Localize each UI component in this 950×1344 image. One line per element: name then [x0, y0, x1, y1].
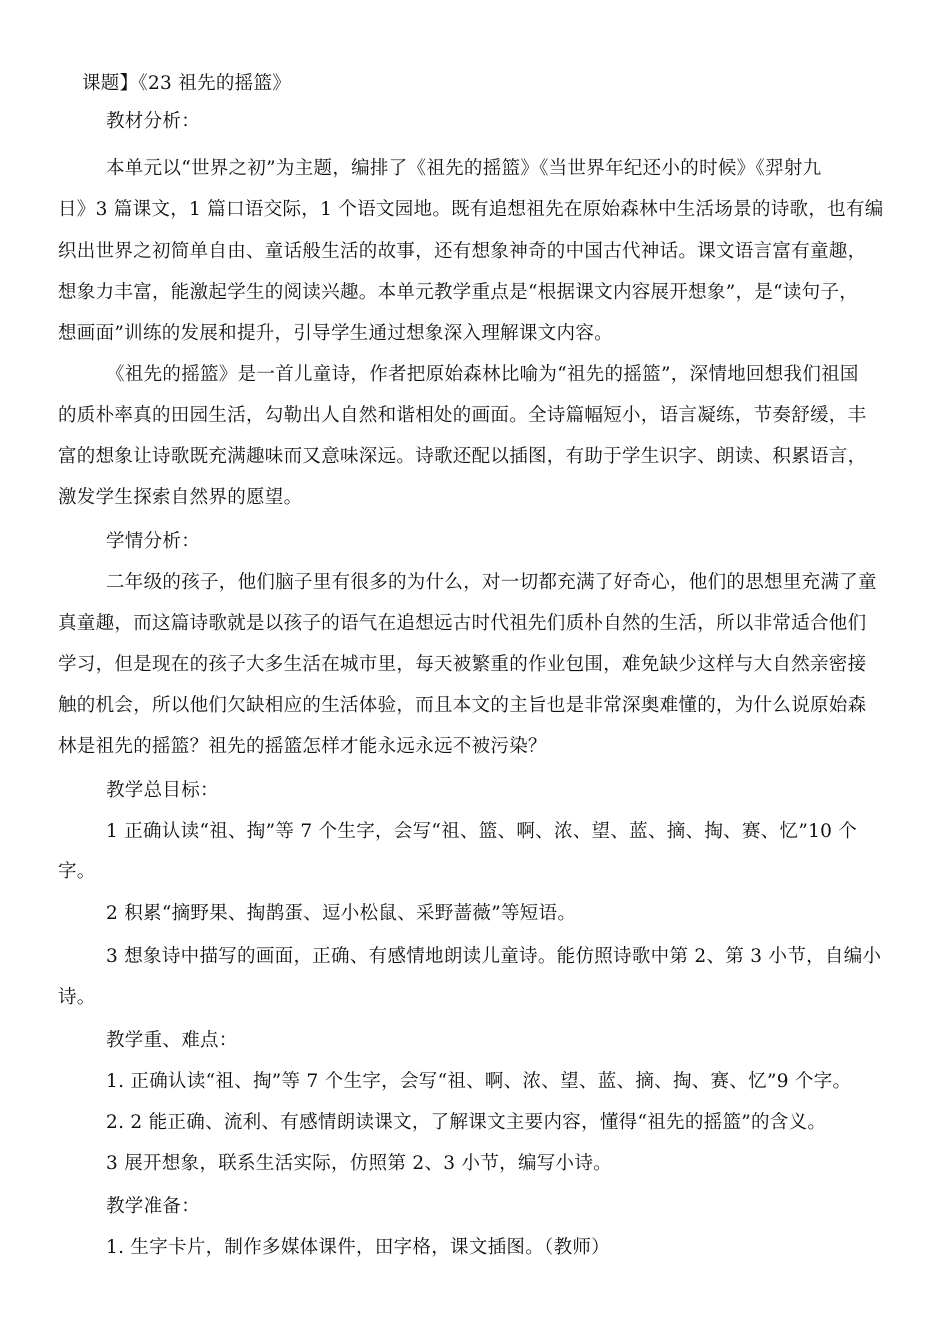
paragraph-line: 本单元以“世界之初”为主题，编排了《祖先的摇篮》《当世界年纪还小的时候》《羿射九: [106, 158, 822, 179]
list-item-line: 2. 2 能正确、流利、有感情朗读课文，了解课文主要内容，懂得“祖先的摇篮”的含义。: [106, 1112, 827, 1133]
list-item-line: 1 正确认读“祖、掏”等 7 个生字，会写“祖、篮、啊、浓、望、蓝、摘、掏、赛、忆”10 个: [106, 821, 858, 842]
list-item-line: 1. 正确认读“祖、掏”等 7 个生字，会写“祖、啊、浓、望、蓝、摘、掏、赛、忆”9 个字。: [106, 1071, 852, 1092]
paragraph-line: 富的想象让诗歌既充满趣味而又意味深远。诗歌还配以插图，有助于学生识字、朗读、积累语言，: [58, 446, 867, 467]
section-heading-preparation: 教学准备：: [106, 1196, 201, 1217]
paragraph-line: 想象力丰富，能激起学生的阅读兴趣。本单元教学重点是“根据课文内容展开想象”，是“读句子，: [58, 282, 859, 303]
paragraph-line: 学习，但是现在的孩子大多生活在城市里，每天被繁重的作业包围，难免缺少这样与大自然亲密接: [58, 654, 867, 675]
list-item-line: 3 想象诗中描写的画面，正确、有感情地朗读儿童诗。能仿照诗歌中第 2、第 3 小节，自编小: [106, 946, 882, 967]
paragraph-line: 真童趣，而这篇诗歌就是以孩子的语气在追想远古时代祖先们质朴自然的生活，所以非常适合他们: [58, 613, 867, 634]
section-heading-key-points: 教学重、难点：: [106, 1030, 238, 1051]
document-title: 课题】《23 祖先的摇篮》: [82, 73, 292, 94]
list-item-line: 1. 生字卡片，制作多媒体课件，田字格，课文插图。（教师）: [106, 1237, 610, 1258]
paragraph-line: 林是祖先的摇篮？祖先的摇篮怎样才能永远永远不被污染？: [58, 736, 547, 757]
list-item-line: 2 积累“摘野果、掏鹊蛋、逗小松鼠、采野蔷薇”等短语。: [106, 903, 577, 924]
paragraph-line: 日》3 篇课文，1 篇口语交际，1 个语文园地。既有追想祖先在原始森林中生活场景的诗歌，也有编: [58, 199, 884, 220]
paragraph-line: 想画面”训练的发展和提升，引导学生通过想象深入理解课文内容。: [58, 323, 613, 344]
paragraph-line: 二年级的孩子，他们脑子里有很多的为什么，对一切都充满了好奇心，他们的思想里充满了童: [106, 572, 877, 593]
section-heading-textbook-analysis: 教材分析：: [106, 111, 201, 132]
paragraph-line: 《祖先的摇篮》是一首儿童诗，作者把原始森林比喻为“祖先的摇篮”，深情地回想我们祖国: [106, 364, 859, 385]
list-item-line: 字。: [58, 861, 96, 882]
section-heading-teaching-goals: 教学总目标：: [106, 780, 219, 801]
paragraph-line: 激发学生探索自然界的愿望。: [58, 487, 303, 508]
list-item-line: 3 展开想象，联系生活实际，仿照第 2、3 小节，编写小诗。: [106, 1153, 612, 1174]
list-item-line: 诗。: [58, 987, 96, 1008]
paragraph-line: 的质朴率真的田园生活，勾勒出人自然和谐相处的画面。全诗篇幅短小，语言凝练，节奏舒缓，丰: [58, 405, 867, 426]
paragraph-line: 触的机会，所以他们欠缺相应的生活体验，而且本文的主旨也是非常深奥难懂的，为什么说原始森: [58, 695, 867, 716]
section-heading-student-analysis: 学情分析：: [106, 531, 201, 552]
paragraph-line: 织出世界之初简单自由、童话般生活的故事，还有想象神奇的中国古代神话。课文语言富有童趣，: [58, 241, 867, 262]
